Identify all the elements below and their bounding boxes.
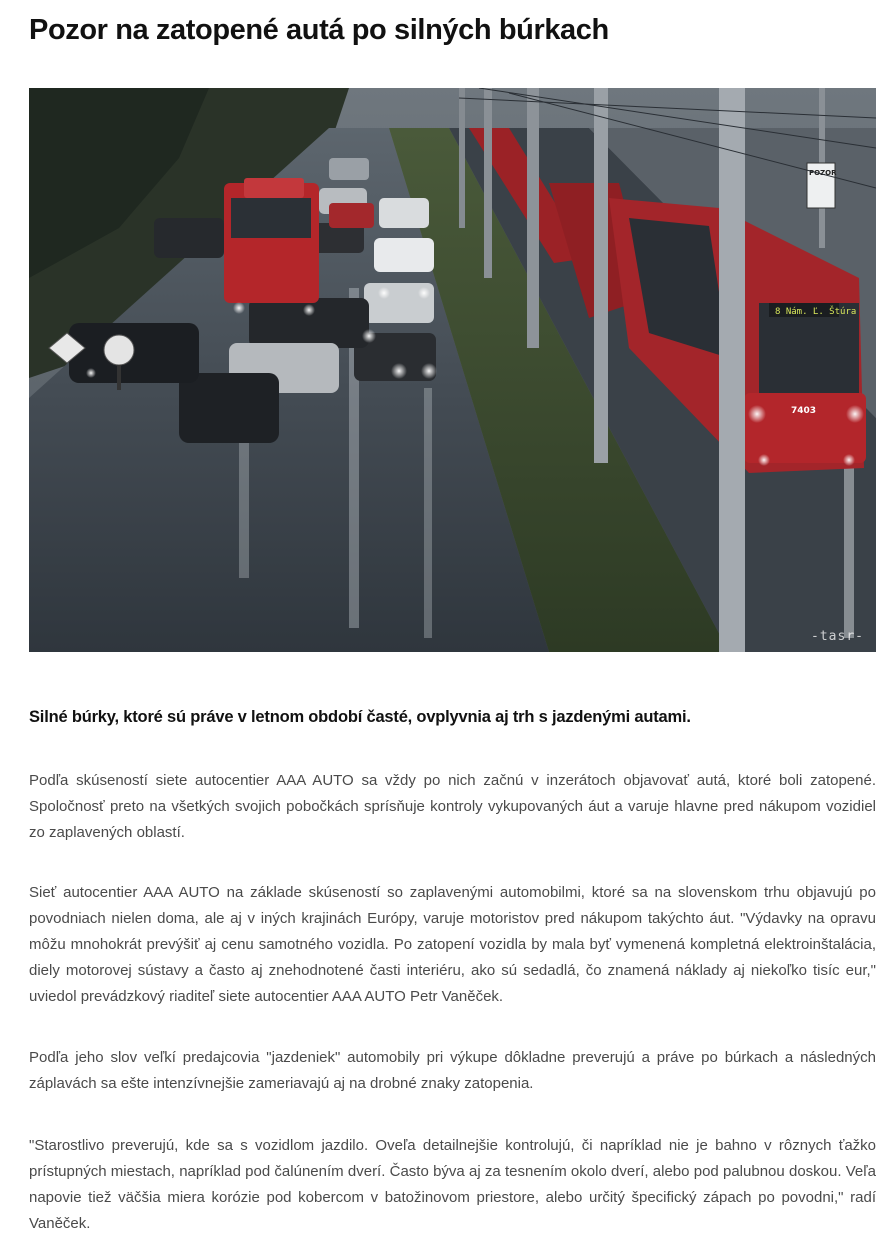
article-paragraph: Sieť autocentier AAA AUTO na základe skúseností so zaplavenými automobilmi, ktoré sa na slovenskom trhu objavujú po povodniach nielen doma, ale aj v iných krajinách Európy, varuje motoristov pred nákupom takýchto áut. "Výdavky na opravu môžu mnohokrát prevýšiť aj cenu samotného vozidla. Po zatopení vozidla by mala byť vymenená kompletná elektroinštalácia, diely motorovej sústavy a často aj znehodnotené časti interiéru, ako sú sedadlá, čo znamená náklady aj niekoľko tisíc eur," uviedol prevádzkový riaditeľ siete autocentier AAA AUTO Petr Vaněček. — [29, 884, 876, 1005]
tram-number: 7403 — [791, 406, 817, 416]
pozor-sign: POZOR — [809, 169, 837, 177]
article-paragraph: Podľa jeho slov veľkí predajcovia "jazdeniek" automobily pri výkupe dôkladne preverujú a práve po búrkach a následných záplavách sa ešte intenzívnejšie zameriavajú aj na drobné znaky zatopenia. — [29, 1049, 876, 1092]
photo-credit: -tasr- — [811, 629, 864, 644]
article-paragraph: Podľa skúseností siete autocentier AAA AUTO sa vždy po nich začnú v inzerátoch objavovať autá, ktoré boli zatopené. Spoločnosť preto na všetkých svojich pobočkách sprísňuje kontroly vykupovaných áut a varuje hlavne pred nákupom vozidiel zo zaplavených oblastí. — [29, 772, 876, 841]
article-title: Pozor na zatopené autá po silných búrkach — [29, 14, 609, 46]
flooded-street-photo — [29, 88, 876, 652]
article-lead: Silné búrky, ktoré sú práve v letnom období časté, ovplyvnia aj trh s jazdenými autami. — [29, 708, 691, 726]
tram-destination: 8 Nám. Ľ. Štúra — [775, 307, 857, 317]
article-paragraph: "Starostlivo preverujú, kde sa s vozidlom jazdilo. Oveľa detailnejšie kontrolujú, či napríklad nie je bahno v rôznych ťažko prístupných miestach, napríklad pod čalúnením dverí. Často býva aj za tesnením okolo dverí, alebo pod palubnou doskou. Veľa napovie tiež väčšia miera korózie pod kobercom v batožinovom priestore, alebo určitý špecifický zápach po povodni," radí Vaněček. — [29, 1137, 876, 1232]
photo-illustration — [29, 88, 876, 652]
